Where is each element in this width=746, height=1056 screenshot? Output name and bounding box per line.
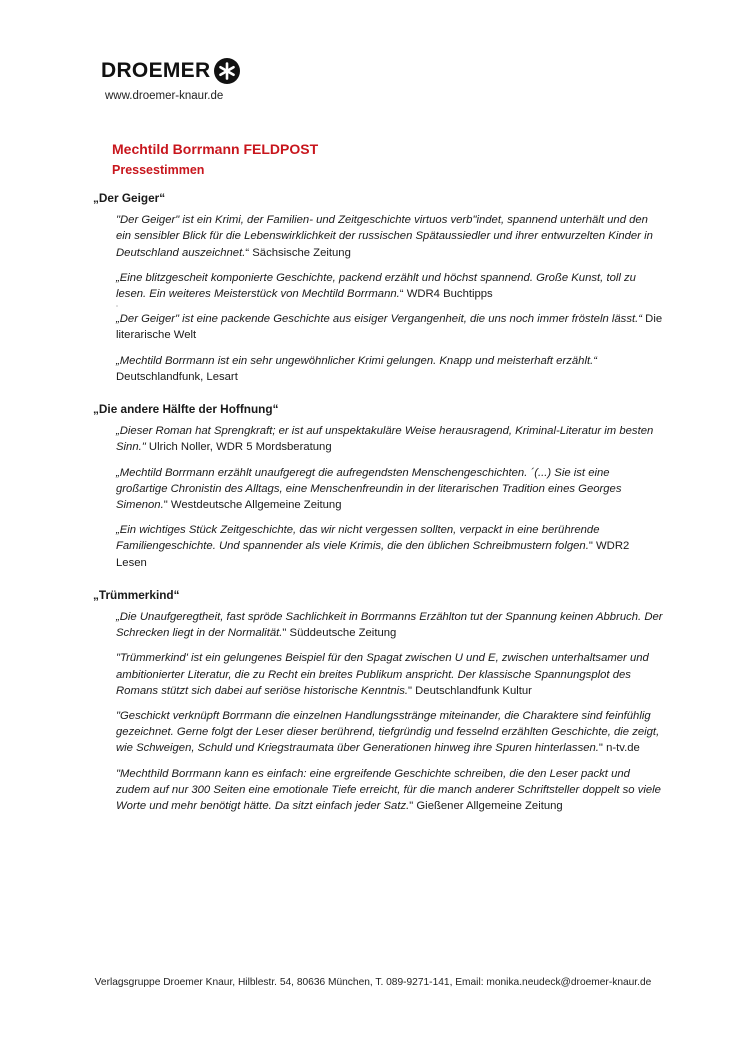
quote-source: " Gießener Allgemeine Zeitung bbox=[409, 800, 563, 813]
review-quote bbox=[116, 522, 663, 571]
section-der-geiger bbox=[93, 190, 663, 385]
review-quote bbox=[116, 465, 663, 514]
quote-text: "Trümmerkind' ist ein gelungenes Beispiel für den Spagat zwischen U und E, zwischen unterhaltsamer und ambitionierter Literatur, die zu Recht ein breites Publikum anspricht. Der klassische Spannungsplot des Romans stützt sich dabei auf seriöse historische Kenntnis. bbox=[116, 652, 649, 697]
page-title: Mechtild Borrmann FELDPOST bbox=[112, 141, 319, 157]
quote-source: " n-tv.de bbox=[598, 742, 640, 755]
review-quote bbox=[116, 212, 663, 261]
section-heading: „Die andere Hälfte der Hoffnung“ bbox=[93, 402, 279, 417]
review-quote bbox=[116, 311, 663, 343]
quote-text: „Mechtild Borrmann ist ein sehr ungewöhnlicher Krimi gelungen. Knapp und meisterhaft erzählt.“ bbox=[116, 354, 597, 367]
logo-text: DROEMER bbox=[101, 59, 211, 82]
review-quote bbox=[116, 353, 663, 385]
quote-source: " WDR2 Lesen bbox=[116, 540, 630, 569]
stray-mark: ° bbox=[116, 305, 118, 312]
section-die-andere-haelfte bbox=[93, 401, 663, 571]
quote-text: „Der Geiger" ist eine packende Geschichte aus eisiger Vergangenheit, die uns noch immer frösteln lässt.“ bbox=[116, 313, 643, 326]
star-circle-icon bbox=[212, 56, 242, 86]
quote-source: " Westdeutsche Allgemeine Zeitung bbox=[163, 499, 342, 512]
quote-text: "Der Geiger" ist ein Krimi, der Familien- und Zeitgeschichte virtuos verb"indet, spannend unterhält und den ein sensibler Blick für die Lebenswirklichkeit der russischen Spätaussiedler und ihrer entwurzelten Kinder in Deutschland auszeichnet. bbox=[116, 214, 653, 259]
quote-text: "Geschickt verknüpft Borrmann die einzelnen Handlungsstränge miteinander, die Charaktere sind feinfühlig gezeichnet. Gerne folgt der Leser dieser berührend, tiefgründig und fesselnd erzählten Geschichte, die zeigt, wie Schweigen, Schuld und Kriegstraumata über Generationen hinweg ihre Spuren hinterlassen. bbox=[116, 710, 660, 755]
section-truemmerkind bbox=[93, 587, 663, 814]
quote-source: “ Sächsische Zeitung bbox=[245, 246, 351, 259]
review-quote bbox=[116, 650, 663, 699]
review-quote bbox=[116, 708, 663, 757]
quote-source: “ WDR4 Buchtipps bbox=[399, 288, 493, 301]
review-quote bbox=[116, 766, 663, 815]
quote-text: „Die Unaufgeregtheit, fast spröde Sachlichkeit in Borrmanns Erzählton tut der Spannung keinen Abbruch. Der Schrecken liegt in der Normalität. bbox=[116, 611, 663, 640]
review-quote bbox=[116, 423, 663, 455]
section-heading: „Trümmerkind“ bbox=[93, 587, 180, 602]
quote-source: Die literarische Welt bbox=[116, 313, 663, 342]
footer-contact: Verlagsgruppe Droemer Knaur, Hilblestr. 54, 80636 München, T. 089-9271-141, Email: monika.neudeck@droemer-knaur.de bbox=[94, 977, 652, 988]
quote-text: "Mechthild Borrmann kann es einfach: eine ergreifende Geschichte schreiben, die den Leser packt und zudem auf nur 300 Seiten eine emotionale Tiefe erreicht, für die manch anderer Schriftsteller doppelt so viele Worte und mehr benötigt hätte. Da sitzt einfach jeder Satz. bbox=[116, 767, 661, 813]
press-reviews bbox=[93, 190, 663, 830]
page-subtitle: Pressestimmen bbox=[112, 163, 205, 177]
quote-text: „Ein wichtiges Stück Zeitgeschichte, das wir nicht vergessen sollten, verpackt in eine berührende Familiengeschichte. Und spannender als viele Krimis, die den üblichen Schreibmustern folgen. bbox=[116, 524, 600, 553]
review-quote bbox=[116, 609, 663, 641]
website-url[interactable]: www.droemer-knaur.de bbox=[105, 90, 224, 102]
quote-text: „Eine blitzgescheit komponierte Geschichte, packend erzählt und höchst spannend. Große Kunst, toll zu lesen. Ein weiteres Meisterstück von Mechtild Borrmann. bbox=[116, 271, 636, 301]
publisher-logo bbox=[101, 56, 242, 86]
quote-source: " Deutschlandfunk Kultur bbox=[407, 684, 532, 697]
quote-source: Deutschlandfunk, Lesart bbox=[116, 370, 238, 383]
quote-source: " Süddeutsche Zeitung bbox=[282, 627, 397, 640]
quote-text: „Mechtild Borrmann erzählt unaufgeregt die aufregendsten Menschengeschichten. ´(...) Sie ist eine großartige Chronistin des Alltags, eine Menschenfreundin in der literarischen Tradition eines Georges Simenon. bbox=[116, 466, 622, 512]
quote-source: Ulrich Noller, WDR 5 Mordsberatung bbox=[145, 441, 332, 454]
review-quote bbox=[116, 270, 663, 302]
quote-text: „Dieser Roman hat Sprengkraft; er ist auf unspektakuläre Weise herausragend, Kriminal-Literatur im besten Sinn." bbox=[116, 425, 654, 454]
section-heading: „Der Geiger“ bbox=[93, 191, 166, 205]
